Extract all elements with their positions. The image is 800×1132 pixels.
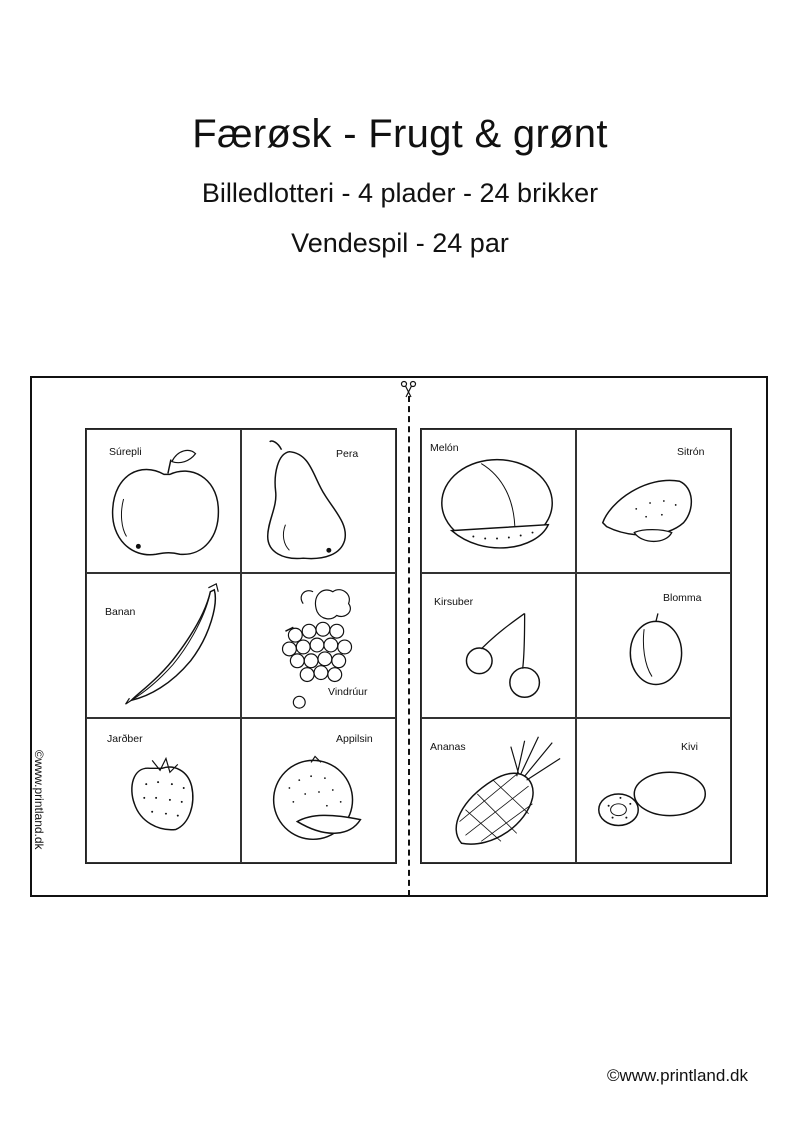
card-label: Ananas xyxy=(430,741,466,753)
card-label: Kirsuber xyxy=(434,596,474,608)
grapes-icon xyxy=(242,574,395,717)
banana-icon xyxy=(87,574,240,717)
card-label: Súrepli xyxy=(109,446,142,458)
card-label: Banan xyxy=(105,606,136,618)
pineapple-icon xyxy=(422,719,575,862)
apple-icon xyxy=(87,430,240,572)
card-label: Vindrúur xyxy=(328,686,368,698)
card-grapes[interactable] xyxy=(241,573,396,718)
melon-icon xyxy=(422,430,575,572)
page-subtitle-memory: Vendespil - 24 par xyxy=(291,228,509,258)
card-kiwi[interactable] xyxy=(576,718,731,863)
card-label: Jarðber xyxy=(107,733,143,745)
orange-icon xyxy=(242,719,395,862)
card-cherries[interactable] xyxy=(421,573,576,718)
card-strawberry[interactable] xyxy=(86,718,241,863)
card-melon[interactable] xyxy=(421,429,576,573)
kiwi-icon xyxy=(577,719,730,862)
lotto-board-left xyxy=(85,428,397,864)
card-label: Melón xyxy=(430,442,459,454)
lemon-icon xyxy=(577,430,730,572)
strawberry-icon xyxy=(87,719,240,862)
card-apple[interactable] xyxy=(86,429,241,573)
card-label: Sitrón xyxy=(677,446,705,458)
card-orange[interactable] xyxy=(241,718,396,863)
card-pear[interactable] xyxy=(241,429,396,573)
card-plum[interactable] xyxy=(576,573,731,718)
card-label: Kivi xyxy=(681,741,698,753)
card-lemon[interactable] xyxy=(576,429,731,573)
card-pineapple[interactable] xyxy=(421,718,576,863)
card-label: Appilsin xyxy=(336,733,373,745)
side-credit: ©www.printland.dk xyxy=(32,750,46,850)
card-label: Pera xyxy=(336,448,359,460)
cherries-icon xyxy=(422,574,575,717)
page-subtitle-lotto: Billedlotteri - 4 plader - 24 brikker xyxy=(201,178,599,208)
cut-line xyxy=(408,396,410,896)
lotto-board-right xyxy=(420,428,732,864)
card-label: Blomma xyxy=(663,592,702,604)
footer-credit: ©www.printland.dk xyxy=(606,1066,748,1085)
page-title: Færøsk - Frugt & grønt xyxy=(192,112,608,156)
pear-icon xyxy=(242,430,395,572)
card-banana[interactable] xyxy=(86,573,241,718)
plum-icon xyxy=(577,574,730,717)
